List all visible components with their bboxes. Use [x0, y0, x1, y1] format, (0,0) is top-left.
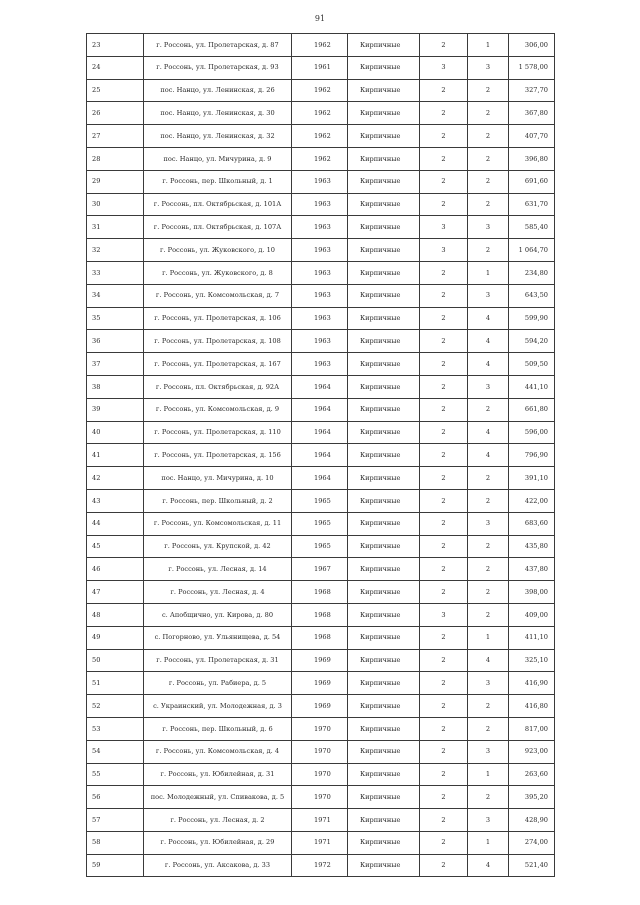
year-cell: 1963 — [292, 193, 348, 216]
area-cell: 521,40 — [509, 854, 555, 877]
year-cell: 1963 — [292, 261, 348, 284]
address-cell: г. Россонь, ул. Лесная, д. 2 — [144, 809, 292, 832]
table-row — [87, 649, 555, 672]
area-cell: 817,00 — [509, 717, 555, 740]
year-cell: 1962 — [292, 147, 348, 170]
year-cell: 1962 — [292, 102, 348, 125]
table-row — [87, 581, 555, 604]
entrances-cell: 3 — [468, 672, 509, 695]
wall-material-cell: Кирпичные — [348, 535, 420, 558]
table-row — [87, 170, 555, 193]
year-cell: 1962 — [292, 34, 348, 57]
row-number-cell: 30 — [87, 193, 144, 216]
address-cell: с. Погорново, ул. Ульянищева, д. 54 — [144, 626, 292, 649]
year-cell: 1961 — [292, 56, 348, 79]
entrances-cell: 4 — [468, 421, 509, 444]
wall-material-cell: Кирпичные — [348, 398, 420, 421]
floors-cell: 2 — [420, 147, 468, 170]
wall-material-cell: Кирпичные — [348, 512, 420, 535]
wall-material-cell: Кирпичные — [348, 854, 420, 877]
year-cell: 1965 — [292, 535, 348, 558]
table-row — [87, 261, 555, 284]
area-cell: 631,70 — [509, 193, 555, 216]
area-cell: 409,00 — [509, 603, 555, 626]
table-row — [87, 558, 555, 581]
entrances-cell: 2 — [468, 695, 509, 718]
area-cell: 395,20 — [509, 786, 555, 809]
entrances-cell: 3 — [468, 284, 509, 307]
wall-material-cell: Кирпичные — [348, 261, 420, 284]
year-cell: 1963 — [292, 353, 348, 376]
table-row — [87, 695, 555, 718]
area-cell: 661,80 — [509, 398, 555, 421]
address-cell: г. Россонь, пл. Октябрьская, д. 101А — [144, 193, 292, 216]
entrances-cell: 2 — [468, 193, 509, 216]
entrances-cell: 2 — [468, 398, 509, 421]
year-cell: 1963 — [292, 284, 348, 307]
floors-cell: 2 — [420, 581, 468, 604]
row-number-cell: 33 — [87, 261, 144, 284]
row-number-cell: 23 — [87, 34, 144, 57]
area-cell: 643,50 — [509, 284, 555, 307]
table-row — [87, 125, 555, 148]
floors-cell: 2 — [420, 307, 468, 330]
address-cell: г. Россонь, ул. Пролетарская, д. 87 — [144, 34, 292, 57]
year-cell: 1964 — [292, 467, 348, 490]
row-number-cell: 37 — [87, 353, 144, 376]
floors-cell: 2 — [420, 421, 468, 444]
floors-cell: 2 — [420, 695, 468, 718]
row-number-cell: 44 — [87, 512, 144, 535]
area-cell: 1 064,70 — [509, 239, 555, 262]
table-row — [87, 717, 555, 740]
address-cell: г. Россонь, ул. Комсомольская, д. 9 — [144, 398, 292, 421]
entrances-cell: 3 — [468, 512, 509, 535]
wall-material-cell: Кирпичные — [348, 34, 420, 57]
floors-cell: 2 — [420, 102, 468, 125]
row-number-cell: 50 — [87, 649, 144, 672]
entrances-cell: 3 — [468, 56, 509, 79]
floors-cell: 2 — [420, 79, 468, 102]
entrances-cell: 4 — [468, 649, 509, 672]
year-cell: 1968 — [292, 581, 348, 604]
row-number-cell: 48 — [87, 603, 144, 626]
entrances-cell: 1 — [468, 626, 509, 649]
area-cell: 1 578,00 — [509, 56, 555, 79]
address-cell: г. Россонь, ул. Пролетарская, д. 108 — [144, 330, 292, 353]
table-row — [87, 444, 555, 467]
year-cell: 1962 — [292, 79, 348, 102]
wall-material-cell: Кирпичные — [348, 330, 420, 353]
table-row — [87, 489, 555, 512]
entrances-cell: 2 — [468, 717, 509, 740]
year-cell: 1970 — [292, 717, 348, 740]
table-row — [87, 56, 555, 79]
table-row — [87, 330, 555, 353]
address-cell: г. Россонь, ул. Лесная, д. 14 — [144, 558, 292, 581]
floors-cell: 2 — [420, 444, 468, 467]
area-cell: 398,00 — [509, 581, 555, 604]
year-cell: 1963 — [292, 307, 348, 330]
table-row — [87, 672, 555, 695]
wall-material-cell: Кирпичные — [348, 375, 420, 398]
floors-cell: 2 — [420, 763, 468, 786]
area-cell: 437,80 — [509, 558, 555, 581]
address-cell: г. Россонь, пл. Октябрьская, д. 107А — [144, 216, 292, 239]
address-cell: г. Россонь, ул. Юбилейная, д. 29 — [144, 831, 292, 854]
row-number-cell: 46 — [87, 558, 144, 581]
year-cell: 1963 — [292, 330, 348, 353]
wall-material-cell: Кирпичные — [348, 626, 420, 649]
page-number: 91 — [314, 14, 326, 23]
entrances-cell: 1 — [468, 763, 509, 786]
table-body — [87, 34, 555, 877]
year-cell: 1962 — [292, 125, 348, 148]
address-cell: пос. Нанцо, ул. Ленинская, д. 32 — [144, 125, 292, 148]
row-number-cell: 36 — [87, 330, 144, 353]
year-cell: 1967 — [292, 558, 348, 581]
wall-material-cell: Кирпичные — [348, 717, 420, 740]
area-cell: 428,90 — [509, 809, 555, 832]
wall-material-cell: Кирпичные — [348, 672, 420, 695]
address-cell: г. Россонь, пл. Октябрьская, д. 92А — [144, 375, 292, 398]
address-cell: г. Россонь, ул. Лесная, д. 4 — [144, 581, 292, 604]
table-row — [87, 102, 555, 125]
wall-material-cell: Кирпичные — [348, 809, 420, 832]
address-cell: с. Украинский, ул. Молодежная, д. 3 — [144, 695, 292, 718]
address-cell: г. Россонь, ул. Пролетарская, д. 31 — [144, 649, 292, 672]
floors-cell: 2 — [420, 626, 468, 649]
address-cell: г. Россонь, ул. Юбилейная, д. 31 — [144, 763, 292, 786]
wall-material-cell: Кирпичные — [348, 125, 420, 148]
entrances-cell: 1 — [468, 261, 509, 284]
entrances-cell: 3 — [468, 375, 509, 398]
entrances-cell: 2 — [468, 603, 509, 626]
row-number-cell: 58 — [87, 831, 144, 854]
wall-material-cell: Кирпичные — [348, 79, 420, 102]
row-number-cell: 26 — [87, 102, 144, 125]
row-number-cell: 52 — [87, 695, 144, 718]
entrances-cell: 3 — [468, 740, 509, 763]
floors-cell: 3 — [420, 603, 468, 626]
area-cell: 599,90 — [509, 307, 555, 330]
floors-cell: 3 — [420, 216, 468, 239]
row-number-cell: 25 — [87, 79, 144, 102]
area-cell: 263,60 — [509, 763, 555, 786]
area-cell: 594,20 — [509, 330, 555, 353]
wall-material-cell: Кирпичные — [348, 421, 420, 444]
address-cell: г. Россонь, ул. Пролетарская, д. 110 — [144, 421, 292, 444]
entrances-cell: 3 — [468, 216, 509, 239]
table-row — [87, 398, 555, 421]
address-cell: пос. Молодежный, ул. Спивакова, д. 5 — [144, 786, 292, 809]
floors-cell: 2 — [420, 489, 468, 512]
year-cell: 1963 — [292, 170, 348, 193]
wall-material-cell: Кирпичные — [348, 102, 420, 125]
area-cell: 585,40 — [509, 216, 555, 239]
row-number-cell: 53 — [87, 717, 144, 740]
year-cell: 1964 — [292, 375, 348, 398]
wall-material-cell: Кирпичные — [348, 831, 420, 854]
row-number-cell: 24 — [87, 56, 144, 79]
address-cell: пос. Нанцо, ул. Ленинская, д. 30 — [144, 102, 292, 125]
area-cell: 325,10 — [509, 649, 555, 672]
address-cell: г. Россонь, ул. Комсомольская, д. 11 — [144, 512, 292, 535]
table-row — [87, 467, 555, 490]
row-number-cell: 56 — [87, 786, 144, 809]
table-row — [87, 375, 555, 398]
wall-material-cell: Кирпичные — [348, 467, 420, 490]
area-cell: 407,70 — [509, 125, 555, 148]
wall-material-cell: Кирпичные — [348, 216, 420, 239]
year-cell: 1963 — [292, 239, 348, 262]
wall-material-cell: Кирпичные — [348, 147, 420, 170]
area-cell: 796,90 — [509, 444, 555, 467]
entrances-cell: 3 — [468, 809, 509, 832]
year-cell: 1969 — [292, 649, 348, 672]
year-cell: 1965 — [292, 512, 348, 535]
address-cell: г. Россонь, ул. Комсомольская, д. 7 — [144, 284, 292, 307]
entrances-cell: 2 — [468, 558, 509, 581]
floors-cell: 2 — [420, 649, 468, 672]
floors-cell: 2 — [420, 34, 468, 57]
area-cell: 327,70 — [509, 79, 555, 102]
area-cell: 306,00 — [509, 34, 555, 57]
area-cell: 691,60 — [509, 170, 555, 193]
row-number-cell: 59 — [87, 854, 144, 877]
row-number-cell: 39 — [87, 398, 144, 421]
year-cell: 1964 — [292, 421, 348, 444]
entrances-cell: 2 — [468, 239, 509, 262]
wall-material-cell: Кирпичные — [348, 353, 420, 376]
floors-cell: 2 — [420, 717, 468, 740]
table-row — [87, 193, 555, 216]
wall-material-cell: Кирпичные — [348, 170, 420, 193]
address-cell: пос. Нанцо, ул. Ленинская, д. 26 — [144, 79, 292, 102]
area-cell: 274,00 — [509, 831, 555, 854]
address-cell: пос. Нанцо, ул. Мичурина, д. 9 — [144, 147, 292, 170]
table-row — [87, 216, 555, 239]
address-cell: г. Россонь, ул. Жуковского, д. 10 — [144, 239, 292, 262]
wall-material-cell: Кирпичные — [348, 740, 420, 763]
year-cell: 1970 — [292, 740, 348, 763]
floors-cell: 2 — [420, 535, 468, 558]
table-row — [87, 740, 555, 763]
table-row — [87, 512, 555, 535]
entrances-cell: 2 — [468, 102, 509, 125]
entrances-cell: 2 — [468, 467, 509, 490]
floors-cell: 2 — [420, 261, 468, 284]
wall-material-cell: Кирпичные — [348, 284, 420, 307]
table-row — [87, 307, 555, 330]
row-number-cell: 28 — [87, 147, 144, 170]
year-cell: 1964 — [292, 444, 348, 467]
row-number-cell: 31 — [87, 216, 144, 239]
area-cell: 396,80 — [509, 147, 555, 170]
floors-cell: 2 — [420, 125, 468, 148]
year-cell: 1969 — [292, 672, 348, 695]
year-cell: 1971 — [292, 809, 348, 832]
wall-material-cell: Кирпичные — [348, 558, 420, 581]
floors-cell: 2 — [420, 353, 468, 376]
floors-cell: 2 — [420, 512, 468, 535]
wall-material-cell: Кирпичные — [348, 193, 420, 216]
entrances-cell: 4 — [468, 854, 509, 877]
row-number-cell: 32 — [87, 239, 144, 262]
table-row — [87, 79, 555, 102]
area-cell: 435,80 — [509, 535, 555, 558]
table-row — [87, 809, 555, 832]
floors-cell: 2 — [420, 672, 468, 695]
row-number-cell: 34 — [87, 284, 144, 307]
area-cell: 422,00 — [509, 489, 555, 512]
row-number-cell: 42 — [87, 467, 144, 490]
floors-cell: 2 — [420, 284, 468, 307]
row-number-cell: 47 — [87, 581, 144, 604]
row-number-cell: 51 — [87, 672, 144, 695]
table-row — [87, 763, 555, 786]
year-cell: 1965 — [292, 489, 348, 512]
row-number-cell: 45 — [87, 535, 144, 558]
address-cell: г. Россонь, ул. Пролетарская, д. 167 — [144, 353, 292, 376]
floors-cell: 2 — [420, 558, 468, 581]
entrances-cell: 2 — [468, 489, 509, 512]
address-cell: г. Россонь, ул. Жуковского, д. 8 — [144, 261, 292, 284]
address-cell: с. Апобщично, ул. Кирова, д. 80 — [144, 603, 292, 626]
wall-material-cell: Кирпичные — [348, 489, 420, 512]
floors-cell: 2 — [420, 398, 468, 421]
address-cell: г. Россонь, пер. Школьный, д. 1 — [144, 170, 292, 193]
entrances-cell: 2 — [468, 786, 509, 809]
floors-cell: 2 — [420, 740, 468, 763]
area-cell: 367,80 — [509, 102, 555, 125]
entrances-cell: 4 — [468, 444, 509, 467]
row-number-cell: 49 — [87, 626, 144, 649]
floors-cell: 2 — [420, 375, 468, 398]
floors-cell: 2 — [420, 809, 468, 832]
row-number-cell: 54 — [87, 740, 144, 763]
row-number-cell: 55 — [87, 763, 144, 786]
address-cell: г. Россонь, пер. Школьный, д. 2 — [144, 489, 292, 512]
row-number-cell: 40 — [87, 421, 144, 444]
year-cell: 1970 — [292, 763, 348, 786]
wall-material-cell: Кирпичные — [348, 444, 420, 467]
entrances-cell: 2 — [468, 147, 509, 170]
year-cell: 1972 — [292, 854, 348, 877]
year-cell: 1963 — [292, 216, 348, 239]
table-row — [87, 535, 555, 558]
table-row — [87, 603, 555, 626]
address-cell: г. Россонь, ул. Пролетарская, д. 93 — [144, 56, 292, 79]
entrances-cell: 2 — [468, 79, 509, 102]
year-cell: 1968 — [292, 603, 348, 626]
area-cell: 411,10 — [509, 626, 555, 649]
entrances-cell: 2 — [468, 125, 509, 148]
area-cell: 596,00 — [509, 421, 555, 444]
wall-material-cell: Кирпичные — [348, 695, 420, 718]
year-cell: 1964 — [292, 398, 348, 421]
floors-cell: 2 — [420, 854, 468, 877]
area-cell: 416,90 — [509, 672, 555, 695]
table-row — [87, 147, 555, 170]
table-row — [87, 786, 555, 809]
floors-cell: 2 — [420, 170, 468, 193]
row-number-cell: 27 — [87, 125, 144, 148]
row-number-cell: 43 — [87, 489, 144, 512]
table-row — [87, 34, 555, 57]
entrances-cell: 2 — [468, 535, 509, 558]
table-row — [87, 353, 555, 376]
address-cell: г. Россонь, ул. Аксакова, д. 33 — [144, 854, 292, 877]
entrances-cell: 1 — [468, 34, 509, 57]
floors-cell: 2 — [420, 831, 468, 854]
housing-registry-table — [86, 33, 555, 877]
area-cell: 234,80 — [509, 261, 555, 284]
floors-cell: 3 — [420, 56, 468, 79]
row-number-cell: 38 — [87, 375, 144, 398]
wall-material-cell: Кирпичные — [348, 581, 420, 604]
floors-cell: 3 — [420, 239, 468, 262]
floors-cell: 2 — [420, 467, 468, 490]
table-row — [87, 421, 555, 444]
row-number-cell: 35 — [87, 307, 144, 330]
address-cell: г. Россонь, ул. Рабиера, д. 5 — [144, 672, 292, 695]
year-cell: 1968 — [292, 626, 348, 649]
wall-material-cell: Кирпичные — [348, 307, 420, 330]
entrances-cell: 4 — [468, 307, 509, 330]
wall-material-cell: Кирпичные — [348, 649, 420, 672]
area-cell: 391,10 — [509, 467, 555, 490]
wall-material-cell: Кирпичные — [348, 239, 420, 262]
entrances-cell: 2 — [468, 581, 509, 604]
table-row — [87, 854, 555, 877]
area-cell: 683,60 — [509, 512, 555, 535]
wall-material-cell: Кирпичные — [348, 56, 420, 79]
address-cell: г. Россонь, ул. Крупской, д. 42 — [144, 535, 292, 558]
wall-material-cell: Кирпичные — [348, 603, 420, 626]
floors-cell: 2 — [420, 330, 468, 353]
row-number-cell: 57 — [87, 809, 144, 832]
table-row — [87, 626, 555, 649]
entrances-cell: 1 — [468, 831, 509, 854]
entrances-cell: 4 — [468, 330, 509, 353]
entrances-cell: 2 — [468, 170, 509, 193]
floors-cell: 2 — [420, 786, 468, 809]
year-cell: 1969 — [292, 695, 348, 718]
address-cell: г. Россонь, ул. Пролетарская, д. 156 — [144, 444, 292, 467]
wall-material-cell: Кирпичные — [348, 763, 420, 786]
address-cell: пос. Нанцо, ул. Мичурина, д. 10 — [144, 467, 292, 490]
table-row — [87, 831, 555, 854]
floors-cell: 2 — [420, 193, 468, 216]
table-row — [87, 284, 555, 307]
address-cell: г. Россонь, пер. Школьный, д. 6 — [144, 717, 292, 740]
area-cell: 923,00 — [509, 740, 555, 763]
wall-material-cell: Кирпичные — [348, 786, 420, 809]
area-cell: 509,50 — [509, 353, 555, 376]
row-number-cell: 29 — [87, 170, 144, 193]
area-cell: 441,10 — [509, 375, 555, 398]
area-cell: 416,80 — [509, 695, 555, 718]
row-number-cell: 41 — [87, 444, 144, 467]
table-row — [87, 239, 555, 262]
address-cell: г. Россонь, ул. Комсомольская, д. 4 — [144, 740, 292, 763]
entrances-cell: 4 — [468, 353, 509, 376]
year-cell: 1970 — [292, 786, 348, 809]
address-cell: г. Россонь, ул. Пролетарская, д. 106 — [144, 307, 292, 330]
year-cell: 1971 — [292, 831, 348, 854]
